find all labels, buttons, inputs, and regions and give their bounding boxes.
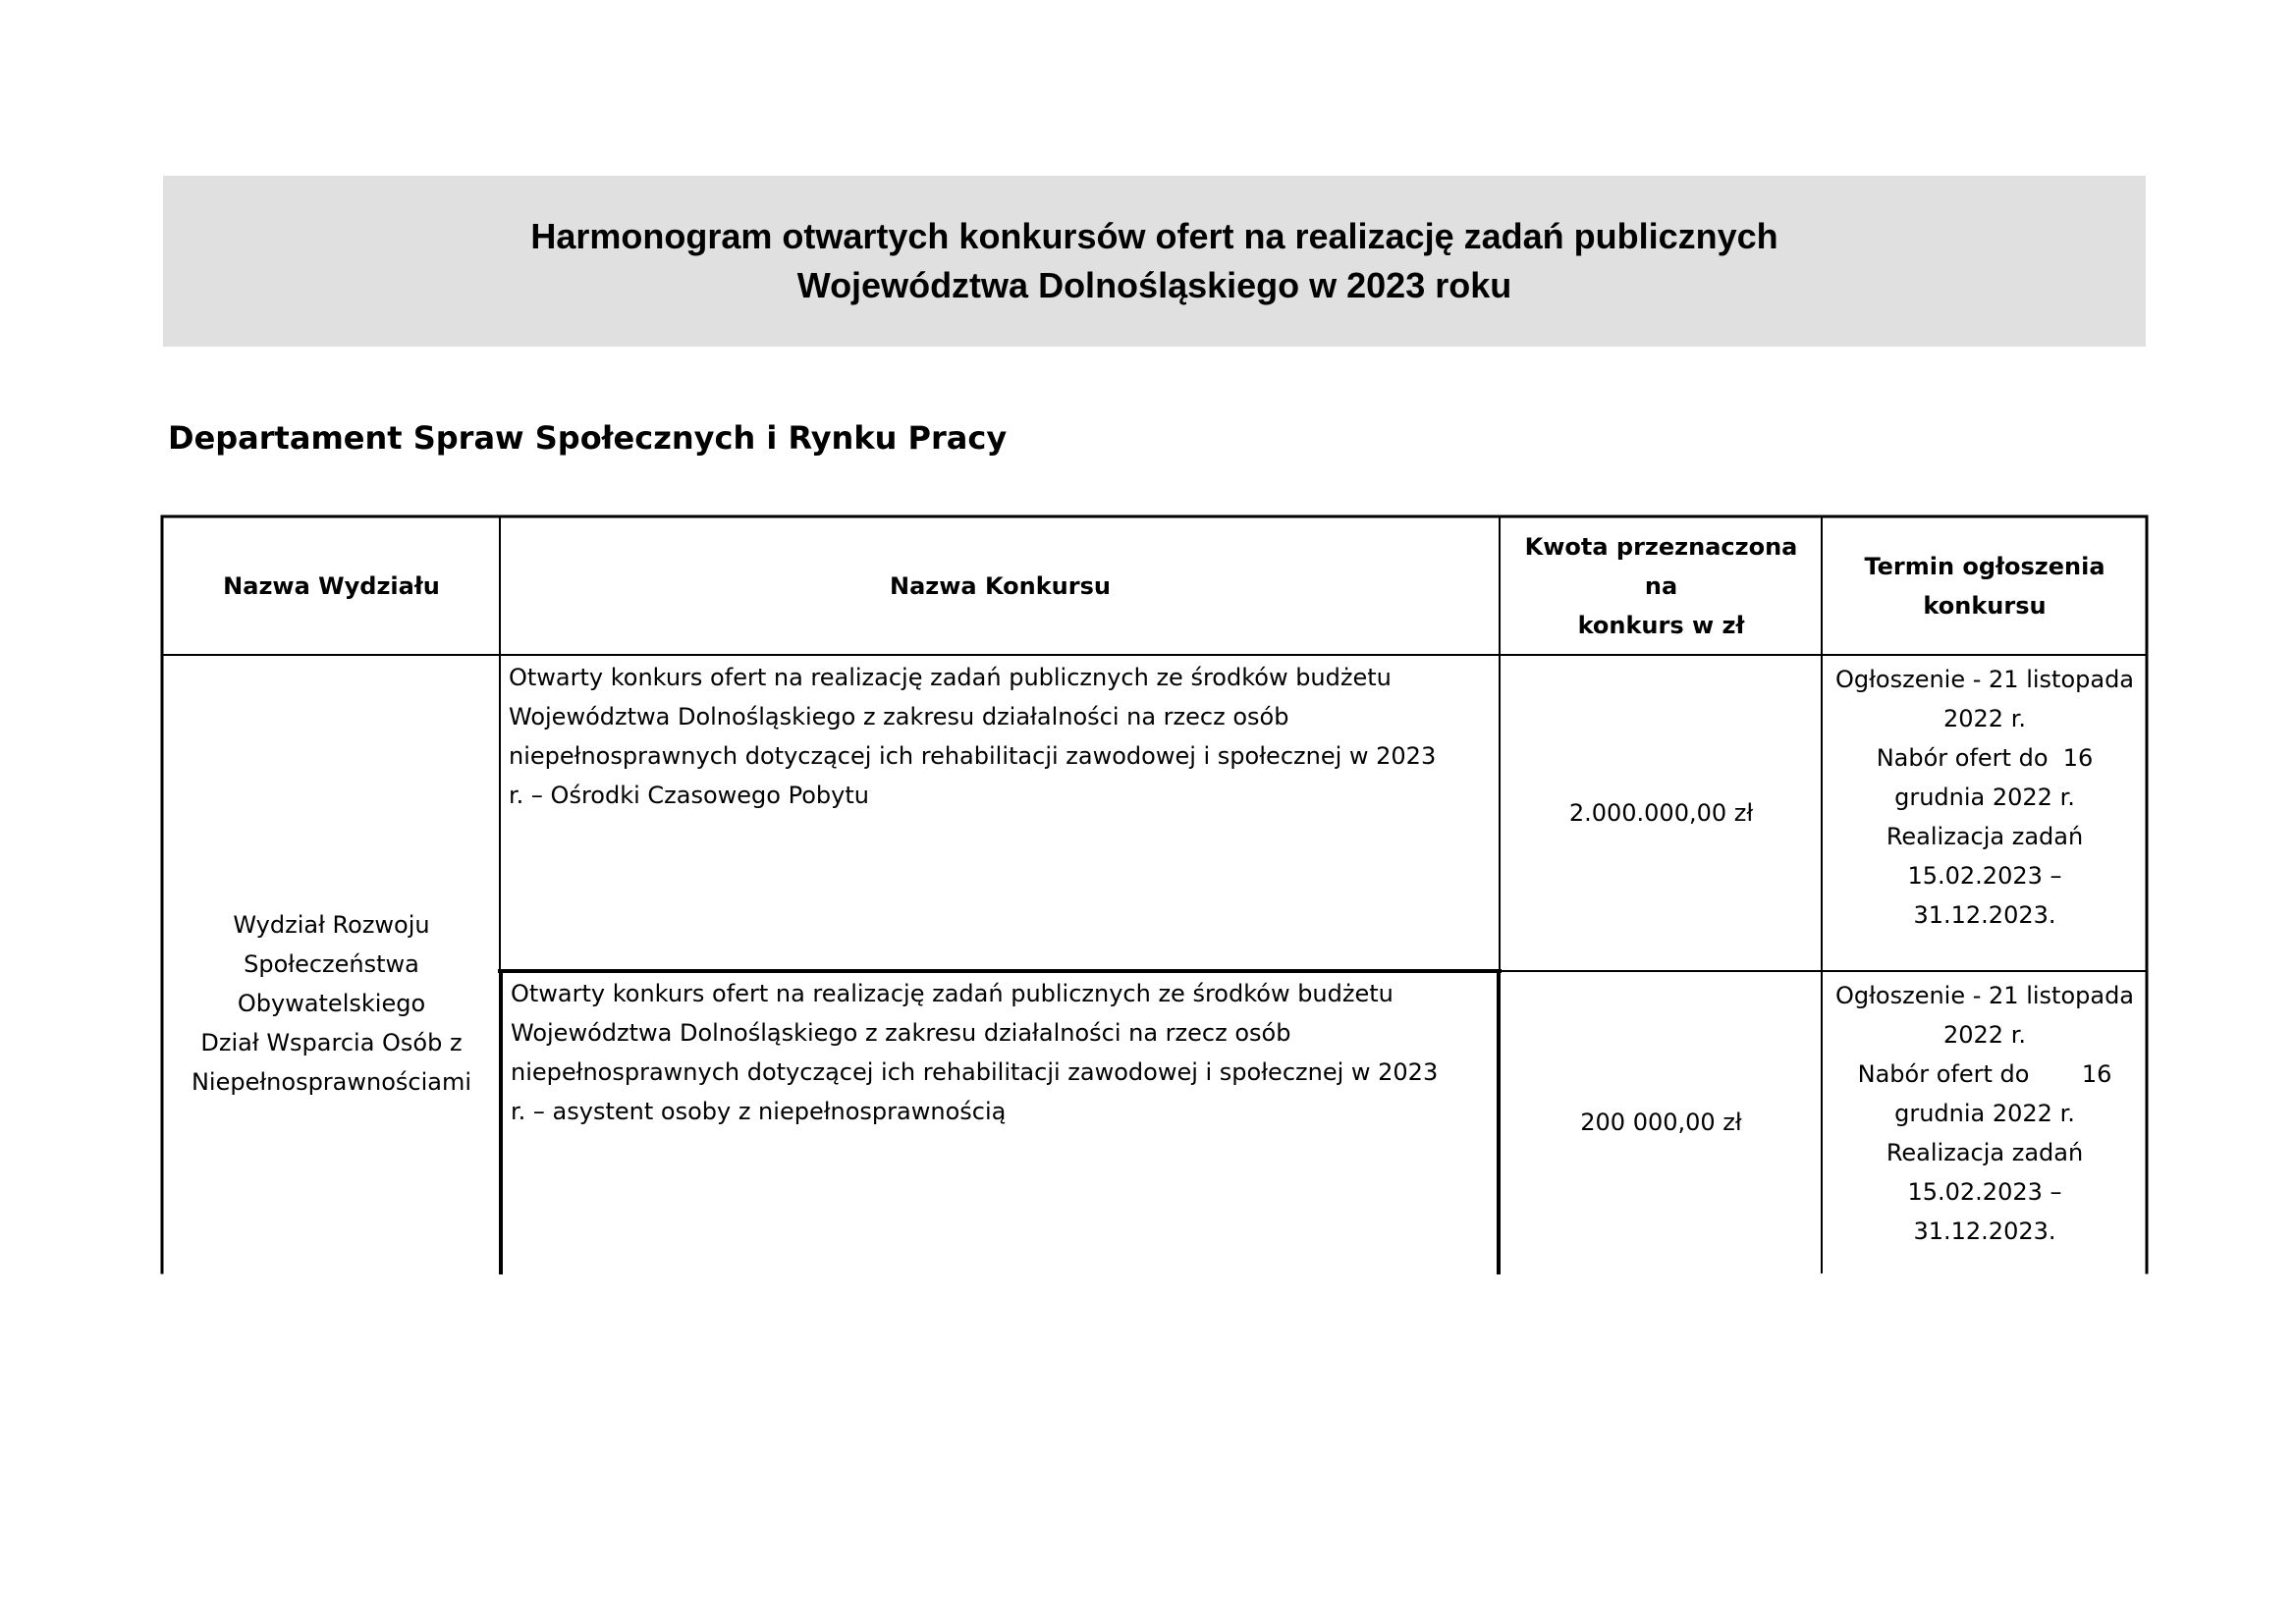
row-1-termin-line: grudnia 2022 r. bbox=[1894, 784, 2075, 811]
row-2-termin-line: Ogłoszenie - 21 listopada bbox=[1834, 982, 2135, 1009]
department-cell-line: Obywatelskiego bbox=[237, 990, 426, 1017]
header-nazwa-konkursu bbox=[501, 517, 1500, 655]
row-1-termin-line: Nabór ofert do 16 bbox=[1876, 744, 2094, 772]
row-1-termin-line: 2022 r. bbox=[1943, 705, 2026, 732]
row-1-kwota bbox=[1501, 656, 1822, 970]
row-1-termin-line: Ogłoszenie - 21 listopada bbox=[1834, 666, 2135, 693]
row-2-termin-line: 15.02.2023 – bbox=[1907, 1178, 2062, 1206]
row-2-konkurs-line: Województwa Dolnośląskiego z zakresu działalności na rzecz osób bbox=[511, 1019, 1291, 1047]
row-2-konkurs bbox=[503, 972, 1497, 1272]
row-2-termin-line: 2022 r. bbox=[1943, 1021, 2026, 1049]
header-termin-line-1: Termin ogłoszenia bbox=[1864, 553, 2105, 580]
row-1-konkurs-line: niepełnosprawnych dotyczącej ich rehabilitacji zawodowej i społecznej w 2023 bbox=[509, 742, 1437, 770]
header-kwota-line-1: Kwota przeznaczona na bbox=[1524, 533, 1798, 600]
header-termin-line-2: konkursu bbox=[1923, 592, 2047, 620]
department-heading: Departament Spraw Społecznych i Rynku Pracy bbox=[168, 419, 1008, 457]
row-2-kwota-value: 200 000,00 zł bbox=[1580, 1109, 1742, 1136]
department-cell-line: Dział Wsparcia Osób z bbox=[200, 1029, 463, 1056]
title-line-2: Województwa Dolnośląskiego w 2023 roku bbox=[796, 265, 1512, 305]
header-nazwa-konkursu-label: Nazwa Konkursu bbox=[890, 572, 1111, 600]
row-2-termin-line: grudnia 2022 r. bbox=[1894, 1100, 2075, 1127]
row-1-termin-line: 31.12.2023. bbox=[1913, 901, 2056, 929]
row-2-termin bbox=[1823, 972, 2147, 1272]
document-title bbox=[163, 176, 2146, 347]
row-2-kwota bbox=[1501, 972, 1822, 1272]
title-line-1: Harmonogram otwartych konkursów ofert na realizację zadań publicznych bbox=[530, 216, 1778, 256]
row-1-konkurs-line: Województwa Dolnośląskiego z zakresu działalności na rzecz osób bbox=[509, 703, 1289, 731]
row-2-konkurs-line: r. – asystent osoby z niepełnosprawnością bbox=[511, 1098, 1007, 1125]
row-1-konkurs-line: r. – Ośrodki Czasowego Pobytu bbox=[509, 782, 869, 809]
row-1-kwota-value: 2.000.000,00 zł bbox=[1568, 799, 1754, 827]
row-2-konkurs-line: Otwarty konkurs ofert na realizację zadań publicznych ze środków budżetu bbox=[511, 980, 1394, 1007]
row-1-termin bbox=[1823, 656, 2147, 970]
header-kwota-line-2: konkurs w zł bbox=[1577, 612, 1745, 639]
row-2-termin-line: Nabór ofert do 16 bbox=[1857, 1060, 2112, 1088]
row-1-termin-line: Realizacja zadań bbox=[1886, 823, 2084, 850]
department-cell-line: Społeczeństwa bbox=[244, 950, 419, 978]
row-2-termin-line: 31.12.2023. bbox=[1913, 1218, 2056, 1245]
row-1-konkurs bbox=[501, 656, 1499, 970]
department-cell-line: Niepełnosprawnościami bbox=[191, 1068, 472, 1096]
row-1-termin-line: 15.02.2023 – bbox=[1907, 862, 2062, 890]
header-nazwa-wydzialu-label: Nazwa Wydziału bbox=[223, 572, 440, 600]
header-kwota bbox=[1501, 517, 1822, 655]
department-cell-line: Wydział Rozwoju bbox=[233, 911, 430, 939]
row-1-konkurs-line: Otwarty konkurs ofert na realizację zadań publicznych ze środków budżetu bbox=[509, 664, 1392, 691]
row-2-termin-line: Realizacja zadań bbox=[1886, 1139, 2084, 1166]
department-cell bbox=[163, 656, 500, 1272]
header-nazwa-wydzialu bbox=[163, 517, 500, 655]
row-2-konkurs-line: niepełnosprawnych dotyczącej ich rehabilitacji zawodowej i społecznej w 2023 bbox=[511, 1058, 1439, 1086]
header-termin bbox=[1823, 517, 2147, 655]
